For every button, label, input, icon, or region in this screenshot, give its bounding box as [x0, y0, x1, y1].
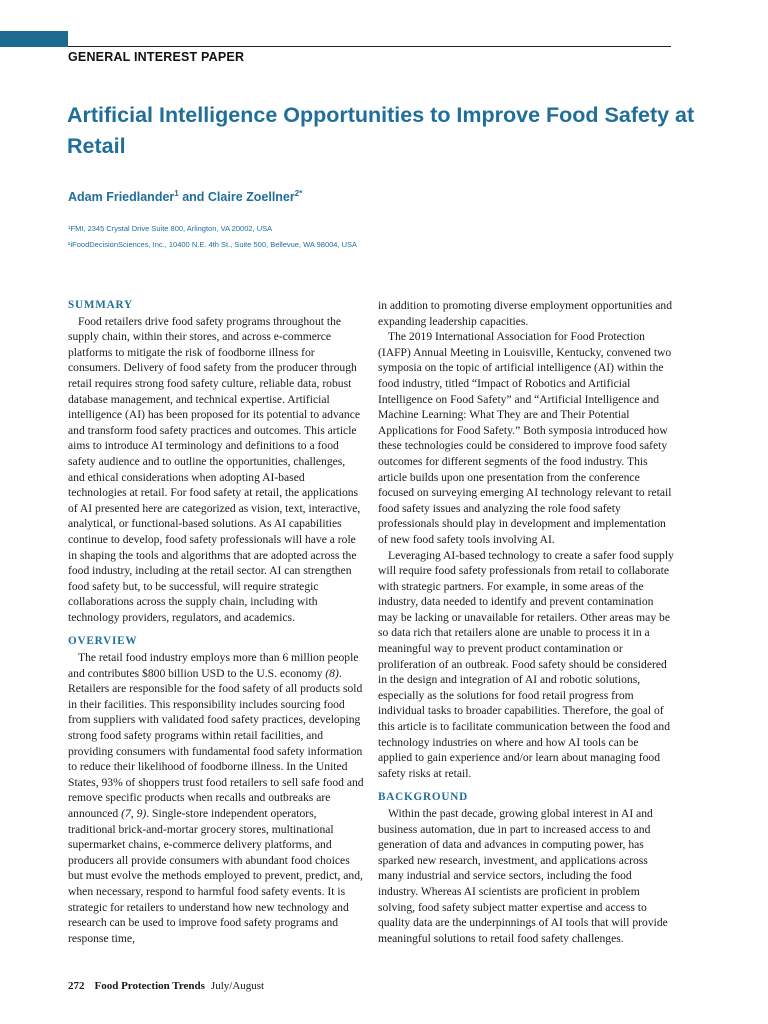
header-color-bar: [0, 31, 68, 47]
page-footer: [68, 980, 264, 992]
citation-ref: (8): [325, 666, 339, 680]
section-heading-background: BACKGROUND: [378, 791, 469, 804]
page-number: 272: [68, 980, 85, 992]
background-paragraph: Within the past decade, growing global interest in AI and business automation, due in part to increased access to and generation of data and advances in computing power, has sparked new research, investment, and applications across many industrial and service sectors, including the food industry. Whereas AI scientists are proficient in problem solving, food safety subject matter expertise and access to quality data are the underpinnings of AI tools that will provide meaningful solutions to retail food safety challenges.: [378, 807, 668, 945]
overview-text: The retail food industry employs more than 6 million people and contributes $800 billion USD to the U.S. economy: [68, 651, 359, 680]
author-line: [68, 189, 302, 204]
section-heading-overview: OVERVIEW: [68, 635, 138, 648]
citation-ref: (7, 9): [121, 807, 147, 820]
right-column: [378, 298, 674, 946]
journal-name: Food Protection Trends: [94, 980, 205, 992]
overview-text: . Retailers are responsible for the food safety of all products sold in their facilities. This responsibility includes sourcing food from suppliers with validated food safety practices, developing strong food safety programs within retail facilities, and providing consumers with fundamental food safety information to reduce their likelihood of foodborne illness. In the United States, 93% of shoppers trust food retailers to sell safe food and remove specific products when recalls and outbreaks are announced: [68, 666, 364, 820]
left-column: [68, 298, 364, 946]
article-title: Artificial Intelligence Opportunities to Improve Food Safety at Retail: [67, 103, 695, 158]
article-type-label: GENERAL INTEREST PAPER: [68, 50, 245, 64]
overview-paragraph-2: The 2019 International Association for Food Protection (IAFP) Annual Meeting in Louisville, Kentucky, convened two symposia on the topic of artificial intelligence (AI) within the food industry, titled “Impact of Robotics and Artificial Intelligence on Food Safety” and “Artificial Intelligence and Machine Learning: What They are and Their Potential Applications for Food Safety.” Both symposia introduced how these technologies could be considered to improve food safety outcomes for different segments of the food industry. This article builds upon one presentation from the conference focused on surveying emerging AI technology relevant to retail food safety issues and analyzing the role food safety professionals should play in development and implementation of new food safety tools involving AI.: [378, 330, 672, 546]
overview-paragraph-1: [68, 650, 364, 946]
affiliation-1: ¹FMI, 2345 Crystal Drive Suite 800, Arlington, VA 20002, USA: [68, 224, 273, 233]
overview-paragraph-1-continued: in addition to promoting diverse employment opportunities and expanding leadership capacities.: [378, 299, 672, 328]
author-name: Adam Friedlander: [68, 190, 175, 205]
summary-paragraph: Food retailers drive food safety programs throughout the supply chain, within their stores, and across e-commerce platforms to mitigate the risk of foodborne illness for consumers. Delivery of food safety from the producer through retail requires strong food safety culture, reliable data, robust database management, and technical expertise. Artificial intelligence (AI) has been proposed for its potential to advance and transform food safety practices and outcomes. This article aims to introduce AI terminology and definitions to a food safety audience and to outline the opportunities, challenges, and ethical considerations when adopting AI-based technologies at retail. For food safety at retail, the applications of AI presented here are categorized as vision, text, interactive, analytical, or functional-based solutions. As AI capabilities continue to develop, food safety professionals will have a role in shaping the tools and algorithms that are adopted across the food industry, including at the retail sector. AI can strengthen food safety but, to be successful, will require strategic collaborations across the supply chain, including with technology providers, regulators, and academics.: [68, 314, 361, 624]
overview-paragraph-3: Leveraging AI-based technology to create a safer food supply will require food safety professionals from retail to collaborate with strategic partners. For example, in some areas of the industry, data needed to identify and prevent contamination may be lacking or unavailable for retailers. Other areas may be so data rich that retailers alone are unable to process it in a meaningful way to prevent product contamination or proliferation of an outbreak. Food safety should be considered in the design and integration of AI and robotic solutions, especially as the solutions for food retail progress from individual tasks to broader capabilities. Therefore, the goal of this article is to facilitate communication between the food and technology industries on where and how AI tools can be applied to gain experience and/or learn about managing food safety risks at retail.: [378, 548, 674, 780]
overview-text: . Single-store independent operators, traditional brick-and-mortar grocery stores, multinational supermarket chains, e-commerce delivery platforms, and producers all provide consumers with abundant food choices but must evolve the methods employed to prevent, predict, and, when necessary, respond to harmful food safety events. It is strategic for retailers to understand how new technology and research can be used to improve food safety programs and response time,: [68, 807, 363, 945]
affiliation-2: ²iFoodDecisionSciences, Inc., 10400 N.E. 4th St., Suite 500, Bellevue, WA 98004, USA: [68, 240, 358, 249]
issue-label: July/August: [210, 980, 265, 992]
header-rule: [68, 46, 671, 47]
section-heading-summary: SUMMARY: [68, 299, 133, 311]
author-affiliation-marker: 2*: [294, 189, 303, 198]
author-name: Claire Zoellner: [207, 190, 295, 205]
author-conjunction: and: [178, 190, 208, 205]
author-affiliation-marker: 1: [174, 189, 179, 198]
